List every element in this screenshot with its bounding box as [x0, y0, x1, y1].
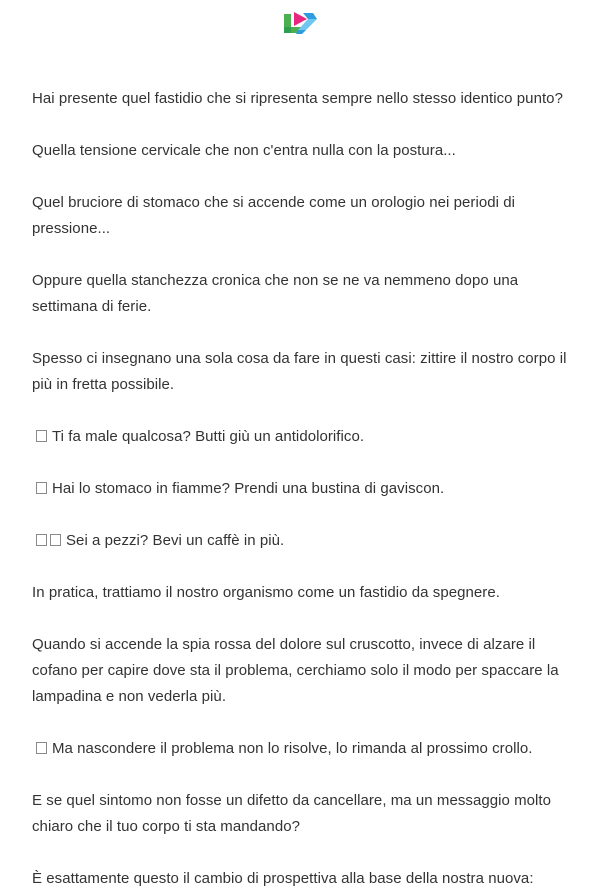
- paragraph-text: Spesso ci insegnano una sola cosa da fare in questi casi: zittire il nostro corpo il più in fretta possibile.: [32, 350, 567, 393]
- paragraph-text: Quella tensione cervicale che non c'entra nulla con la postura...: [32, 142, 456, 159]
- paragraph-block: [32, 268, 568, 320]
- bullet-text: Hai lo stomaco in fiamme? Prendi una bustina di gaviscon.: [52, 480, 445, 497]
- paragraph-text: Quando si accende la spia rossa del dolore sul cruscotto, invece di alzare il cofano per capire dove sta il problema, cerchiamo solo il modo per spaccare la lampadina e non vederla più.: [32, 636, 559, 705]
- paragraph-text: Hai presente quel fastidio che si ripresenta sempre nello stesso identico punto?: [32, 90, 563, 107]
- missing-glyph-icon: [36, 430, 47, 442]
- paragraph-block: [32, 788, 568, 840]
- bullet-text: Sei a pezzi? Bevi un caffè in più.: [66, 532, 285, 549]
- paragraph-block: [32, 632, 568, 710]
- paragraph-block: [32, 138, 568, 164]
- paragraph-block: [32, 346, 568, 398]
- bullet-block: [32, 476, 568, 502]
- email-content: [0, 86, 600, 892]
- email-header: [0, 0, 600, 42]
- bullet-line: [32, 424, 568, 450]
- paragraph-text: E se quel sintomo non fosse un difetto da cancellare, ma un messaggio molto chiaro che il tuo corpo ti sta mandando?: [32, 792, 552, 835]
- paragraph-block: [32, 866, 568, 892]
- brand-logo-icon: [282, 10, 318, 36]
- bullet-block: [32, 424, 568, 450]
- paragraph-text: Oppure quella stanchezza cronica che non se ne va nemmeno dopo una settimana di ferie.: [32, 272, 519, 315]
- bullet-line: [32, 736, 568, 762]
- missing-glyph-icon: [50, 534, 61, 546]
- paragraph-block: [32, 86, 568, 112]
- paragraph-text: In pratica, trattiamo il nostro organismo come un fastidio da spegnere.: [32, 584, 500, 601]
- missing-glyph-icon: [36, 742, 47, 754]
- bullet-block: [32, 528, 568, 554]
- brand-logo-link[interactable]: [282, 10, 318, 36]
- bullet-line: [32, 528, 568, 554]
- paragraph-block: [32, 580, 568, 606]
- paragraph-block: [32, 190, 568, 242]
- paragraph-text: Quel bruciore di stomaco che si accende come un orologio nei periodi di pressione...: [32, 194, 515, 237]
- paragraph-text: È esattamente questo il cambio di prospettiva alla base della nostra nuova:: [32, 870, 534, 887]
- missing-glyph-icon: [36, 482, 47, 494]
- bullet-text: Ma nascondere il problema non lo risolve, lo rimanda al prossimo crollo.: [52, 740, 533, 757]
- bullet-text: Ti fa male qualcosa? Butti giù un antidolorifico.: [52, 428, 365, 445]
- bullet-line: [32, 476, 568, 502]
- bullet-block: [32, 736, 568, 762]
- missing-glyph-icon: [36, 534, 47, 546]
